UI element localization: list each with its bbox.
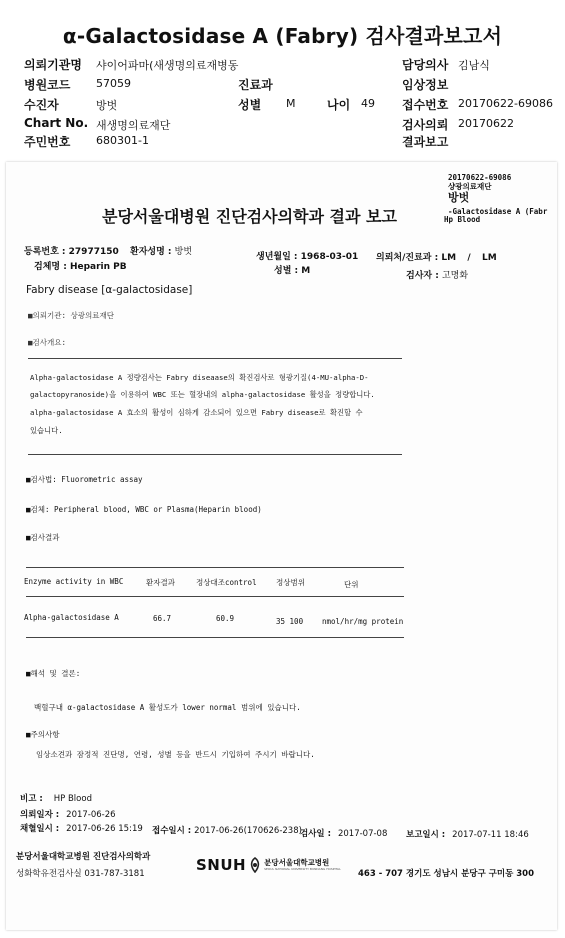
logo-subtitle: SEOUL NATIONAL UNIVERSITY BUNDANG HOSPITAL	[264, 867, 341, 872]
footer-department: 분당서울대학교병원 진단검사의학과	[16, 852, 151, 862]
dept-value-1: LM	[441, 253, 457, 263]
hospital-code-label: 병원코드	[24, 78, 71, 92]
collection-label: 채혈일시 :	[20, 824, 60, 834]
collection-value: 2017-06-26 15:19	[66, 824, 143, 834]
patient-name-value: 방벗	[174, 247, 193, 257]
table-cell-enzyme: Alpha-galactosidase A	[24, 613, 119, 622]
dob-label: 생년월일 :	[256, 252, 298, 262]
patient-label: 수진자	[24, 98, 59, 112]
report-date-label: 보고일시 :	[406, 830, 446, 840]
request-date-label: 의뢰일자 :	[20, 810, 60, 820]
table-header-patient: 환자결과	[146, 578, 175, 587]
note-value: HP Blood	[53, 794, 92, 804]
logo-emblem-icon	[248, 857, 262, 873]
divider	[26, 637, 404, 638]
table-cell-control: 60.9	[216, 614, 235, 623]
dept-value-2: LM	[482, 253, 497, 263]
specimen-line: ■검체: Peripheral blood, WBC or Plasma(Heparin blood)	[26, 505, 262, 514]
divider	[28, 454, 402, 455]
patient-value: 방벗	[96, 99, 118, 112]
hospital-code-value: 57059	[96, 77, 131, 90]
scan-sex-label: 성별 :	[274, 266, 299, 276]
doctor-value: 김남식	[458, 59, 490, 72]
examiner-value: 고명화	[441, 271, 469, 281]
divider	[26, 567, 404, 568]
doctor-label: 담당의사	[402, 58, 449, 72]
divider	[26, 596, 404, 597]
snuh-logo	[196, 856, 341, 874]
logo-wordmark: SNUH	[196, 856, 247, 874]
sex-value: M	[286, 97, 296, 110]
chart-no-label: Chart No.	[24, 116, 89, 130]
table-header-unit: 단위	[344, 580, 359, 589]
method-line: ■검사법: Fluorometric assay	[26, 475, 143, 484]
test-date-label: 검사일 :	[300, 829, 331, 839]
note-label: 비고 :	[20, 794, 43, 804]
request-date-value: 2017-06-26	[66, 810, 116, 820]
dept-separator: /	[467, 253, 471, 263]
accession-value: 20170622-69086	[458, 97, 553, 110]
stamp-patient: 방벗	[448, 191, 470, 204]
table-header-control: 정상대조control	[196, 578, 257, 587]
stamp-accession: 20170622-69086	[448, 173, 512, 182]
chart-no-value: 새생명의료재단	[96, 119, 171, 132]
footer-contact: 성화학유전검사실 031-787-3181	[16, 869, 145, 879]
stamp-institution: 샹광의료재단	[448, 182, 492, 191]
overview-line-1: Alpha-galactosidase A 정량검사는 Fabry diseaase의 확진검사로 형광기질(4-MU-alpha-D-	[30, 373, 369, 382]
client-name-label: 의뢰기관명	[24, 58, 82, 72]
table-cell-unit: nmol/hr/mg protein	[322, 617, 404, 626]
divider	[28, 358, 402, 359]
table-header-enzyme: Enzyme activity in WBC	[24, 577, 124, 586]
age-label: 나이	[327, 98, 351, 112]
stamp-test: -Galactosidase A (Fabr	[448, 207, 548, 216]
examiner-label: 검사자 :	[406, 271, 439, 281]
sex-label: 성별	[238, 98, 262, 112]
table-cell-patient: 66.7	[153, 614, 172, 623]
reg-no-value: 27977150	[68, 247, 119, 257]
received-value: 2017-06-26(170626-238)	[194, 826, 302, 836]
received-label: 접수일시 :	[152, 826, 192, 836]
reg-no-label: 등록번호 :	[24, 247, 66, 257]
report-title: α-Galactosidase A (Fabry) 검사결과보고서	[62, 24, 503, 48]
scan-title: 분당서울대병원 진단검사의학과 결과 보고	[102, 207, 397, 226]
overview-heading: ■검사개요:	[28, 338, 67, 347]
result-heading: ■검사결과	[26, 533, 60, 542]
dept-label: 의뢰처/진료과 :	[376, 253, 439, 263]
overview-line-3: alpha-galactosidase A 효소의 활성이 심하게 감소되어 있으면 Fabry disease로 확진할 수	[30, 408, 363, 417]
scan-sex-value: M	[301, 266, 311, 276]
stamp-specimen: Hp Blood	[444, 215, 481, 224]
institution-line: ■의뢰기관: 상광의료재단	[28, 311, 114, 320]
specimen-label: 검체명 :	[34, 262, 67, 272]
accession-label: 접수번호	[402, 98, 449, 112]
table-header-range: 정상범위	[276, 578, 305, 587]
resident-no-value: 680301-1	[96, 134, 149, 147]
test-date-value: 2017-07-08	[337, 829, 388, 839]
overview-line-2: galactopyranoside)을 이용하여 WBC 또는 혈장내의 alpha-galactosidase 활성을 정량합니다.	[30, 390, 375, 399]
request-label: 검사의뢰	[402, 118, 449, 132]
specimen-value: Heparin PB	[69, 262, 127, 272]
table-cell-range: 35 100	[276, 617, 304, 626]
result-report-label: 결과보고	[402, 135, 449, 149]
department-label: 진료과	[238, 78, 273, 92]
overview-line-4: 있습니다.	[30, 426, 63, 435]
report-date-value: 2017-07-11 18:46	[452, 830, 529, 840]
logo-hospital-name: 분당서울대학교병원	[264, 857, 330, 867]
age-value: 49	[361, 97, 375, 110]
dob-value: 1968-03-01	[300, 252, 359, 262]
resident-no-label: 주민번호	[24, 135, 71, 149]
caution-heading: ■주의사항	[26, 730, 60, 739]
test-name: Fabry disease [α-galactosidase]	[26, 284, 193, 296]
interpretation-heading: ■해석 및 결론:	[26, 669, 81, 678]
footer-address: 463 - 707 경기도 성남시 분당구 구미동 300	[358, 869, 535, 879]
caution-text: 임상소견과 잠정적 진단명, 연령, 성별 등을 반드시 기입하여 주시기 바랍니다.	[36, 750, 315, 759]
scanned-report	[6, 162, 557, 930]
request-value: 20170622	[458, 117, 514, 130]
patient-name-label: 환자성명 :	[130, 247, 172, 257]
clinical-info-label: 임상정보	[402, 78, 449, 92]
interpretation-text: 백혈구내 α-galactosidase A 활성도가 lower normal 범위에 있습니다.	[34, 703, 301, 712]
client-name-value: 샤이어파마(새생명의료재병동	[96, 59, 239, 72]
